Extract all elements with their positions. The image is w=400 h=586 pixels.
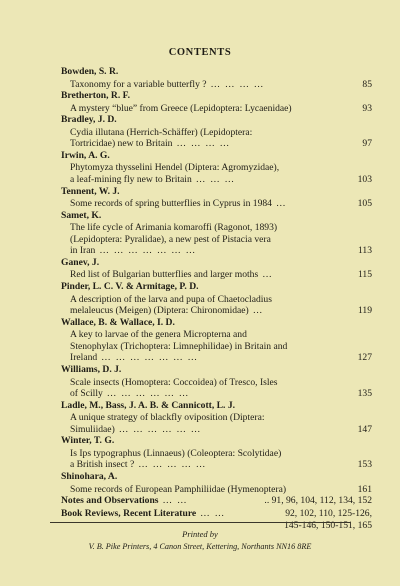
entry-title-line: Ireland … … … … … … … 127	[70, 352, 372, 364]
toc-entry	[61, 471, 372, 495]
toc-entry	[61, 186, 372, 210]
entry-title-line: melaleucus (Meigen) (Diptera: Chironomidae) … 119	[70, 305, 372, 317]
entry-title-line: (Lepidoptera: Pyralidae), a new pest of Pistacia vera	[70, 233, 271, 245]
page-title: CONTENTS	[168, 47, 232, 58]
reviews-label: Book Reviews, Recent Literature	[61, 507, 197, 519]
leader-dots: … … … …	[176, 138, 231, 150]
page-number: 97	[362, 138, 372, 150]
leader-dots: … … …	[195, 173, 236, 185]
leader-dots: … …	[162, 495, 188, 507]
leader-dots: …	[275, 198, 287, 210]
leader-dots: … … … … … …	[106, 388, 190, 400]
page-number: 85	[362, 78, 372, 90]
entry-title-line: A key to larvae of the genera Micropterna and	[70, 329, 247, 341]
entry-author: Irwin, A. G.	[61, 149, 110, 161]
page-number: 153	[357, 459, 372, 471]
page-number: 119	[357, 305, 372, 317]
entry-title-line: a leaf-mining fly new to Britain … … … 103	[70, 173, 372, 185]
entry-author: Ganev, J.	[61, 256, 100, 268]
entry-author: Bretherton, R. F.	[61, 90, 131, 102]
page-number: 93	[362, 102, 372, 114]
entry-author: Ladle, M., Bass, J. A. B. & Cannicott, L. J.	[61, 399, 236, 411]
toc-entry	[61, 435, 372, 471]
toc-entry	[61, 281, 372, 317]
toc-entry	[61, 400, 372, 436]
entry-title-line: A mystery “blue” from Greece (Lepidoptera: Lycaenidae) 93	[70, 102, 372, 114]
entry-title-line: Tortricidae) new to Britain … … … … 97	[70, 138, 372, 150]
leader-dots: …	[262, 269, 273, 281]
toc-entry	[61, 114, 372, 150]
toc-entry	[61, 66, 372, 90]
page-number: 103	[357, 173, 372, 185]
page-number: 161	[357, 483, 372, 495]
leader-dots: …	[252, 305, 264, 317]
page-number: 127	[357, 352, 372, 364]
entry-title-line: Phytomyza thysselini Hendel (Diptera: Agromyzidae),	[70, 162, 280, 174]
page-number: 113	[357, 245, 372, 257]
page-number: 115	[357, 269, 372, 281]
entry-author: Wallace, B. & Wallace, I. D.	[61, 316, 175, 328]
entry-title-line: Some records of European Pamphiliidae (Hymenoptera) 161	[70, 483, 372, 495]
entry-author: Winter, T. G.	[61, 435, 115, 447]
entry-title-line: A unique strategy of blackfly oviposition (Diptera:	[70, 412, 265, 424]
leader-dots: … … … …	[210, 78, 265, 90]
entry-author: Tennent, W. J.	[61, 185, 120, 197]
toc-entry	[61, 150, 372, 186]
entry-title-line: Is Ips typographus (Linnaeus) (Coleoptera: Scolytidae)	[70, 447, 282, 459]
entry-title-line: Red list of Bulgarian butterflies and larger moths … 115	[70, 269, 372, 281]
leader-dots: … …	[200, 507, 226, 519]
entry-title-line: a British insect ? … … … … … 153	[70, 459, 372, 471]
contents-list	[61, 66, 372, 533]
book-reviews-row	[61, 508, 372, 521]
notes-observations-row	[61, 495, 372, 508]
page-number: 105	[357, 198, 372, 210]
toc-entry	[61, 317, 372, 364]
leader-dots: … … … … … …	[118, 423, 202, 435]
toc-entry	[61, 257, 372, 281]
entry-author: Shinohara, A.	[61, 471, 118, 483]
entry-title-line: Cydia illutana (Herrich-Schäffer) (Lepidoptera:	[70, 126, 253, 138]
leader-dots: … … … … … … …	[99, 245, 197, 257]
entry-title-line: Stenophylax (Trichoptera: Limnephilidae) in Britain and	[70, 340, 288, 352]
entry-author: Williams, D. J.	[61, 364, 122, 375]
entry-title-line: Taxonomy for a variable butterfly ? … … … … 85	[70, 78, 372, 90]
entry-author: Bowden, S. R.	[61, 66, 119, 77]
reviews-pages: 92, 102, 110, 125-126,	[285, 507, 372, 519]
entry-title-line: A description of the larva and pupa of Chaetocladius	[70, 293, 272, 305]
entry-author: Pinder, L. C. V. & Armitage, P. D.	[61, 281, 199, 293]
entry-title-line: of Scilly … … … … … … 135	[70, 388, 372, 400]
notes-label: Notes and Observations	[61, 495, 159, 507]
leader-dots: … … … … … … …	[101, 352, 199, 364]
notes-pages: .. 91, 96, 104, 112, 134, 152	[264, 495, 372, 507]
entry-title-line: Simuliidae) … … … … … … 147	[70, 423, 372, 435]
toc-entry	[61, 90, 372, 114]
toc-entry	[61, 210, 372, 257]
entry-author: Bradley, J. D.	[61, 114, 117, 126]
page-number: 135	[357, 388, 372, 400]
printed-by-label: Printed by	[182, 529, 218, 539]
divider	[50, 522, 350, 523]
entry-author: Samet, K.	[61, 209, 102, 221]
reviews-pages-continued: 145-146, 150-151, 165	[284, 520, 372, 532]
page-number: 147	[357, 423, 372, 435]
entry-title-line: in Iran … … … … … … … 113	[70, 245, 372, 257]
entry-title-line: The life cycle of Arimania komaroffi (Ragonot, 1893)	[70, 222, 278, 234]
printer-address: V. B. Pike Printers, 4 Canon Street, Kettering, Northants NN16 8RE	[88, 542, 312, 551]
entry-title-line: Scale insects (Homoptera: Coccoidea) of Tresco, Isles	[70, 376, 278, 388]
leader-dots: … … … … …	[138, 459, 207, 471]
toc-entry	[61, 364, 372, 400]
entry-title-line: Some records of spring butterflies in Cyprus in 1984 … 105	[70, 198, 372, 210]
